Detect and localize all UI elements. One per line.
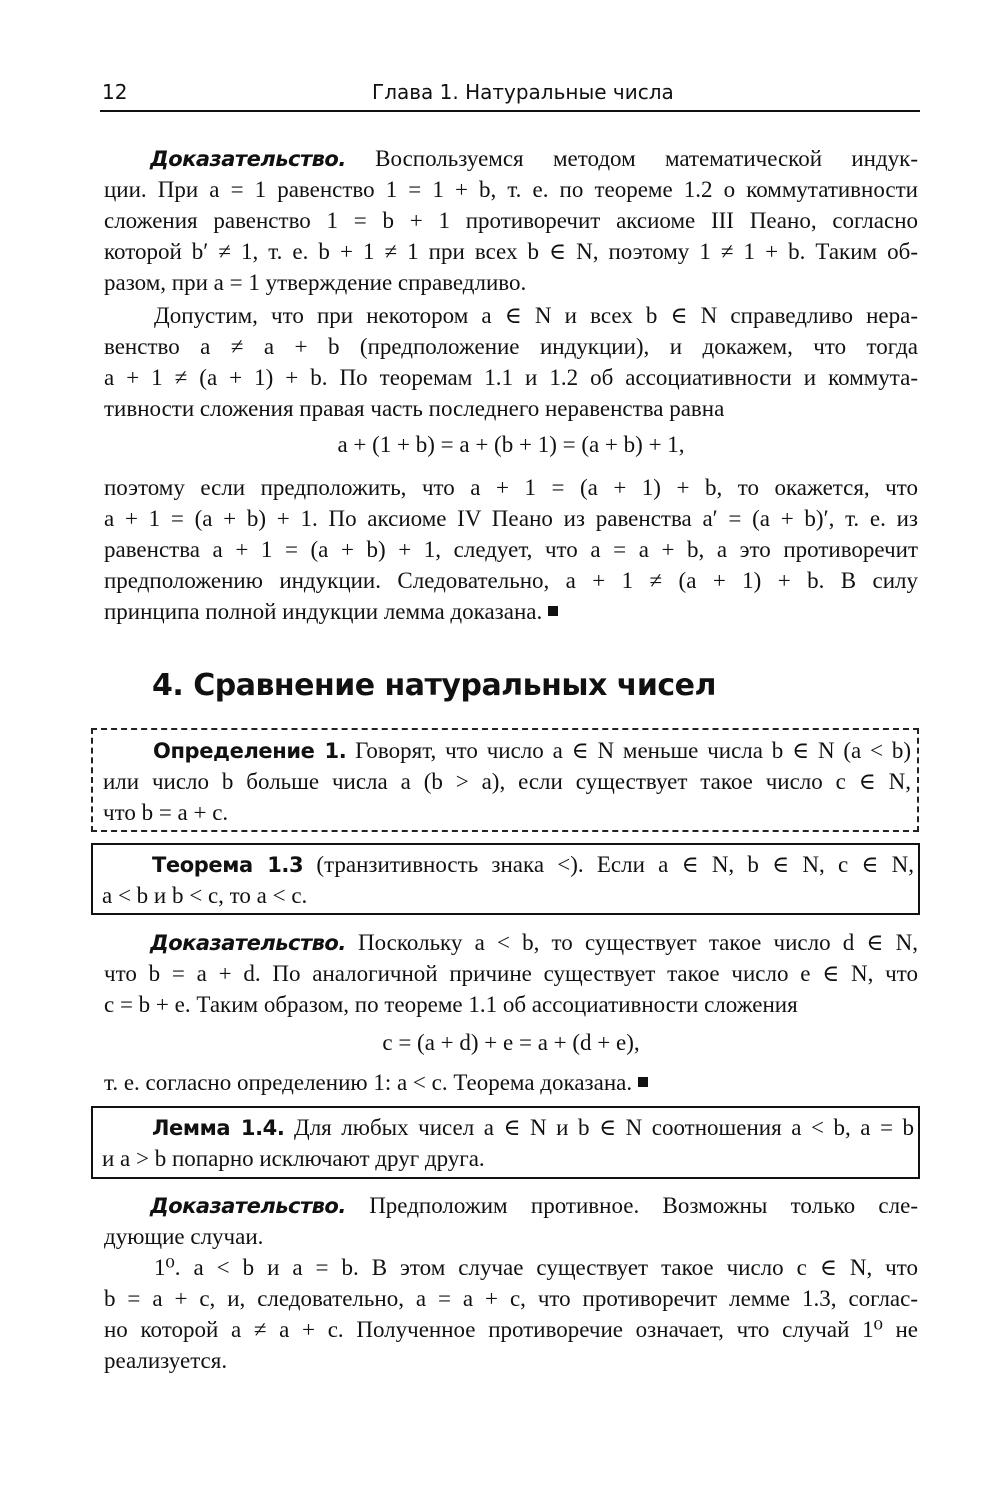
theorem-box	[91, 843, 920, 915]
text-line: Доказательство. Воспользуемся методом математической индук-	[150, 146, 918, 171]
text-line: a + 1 ≠ (a + 1) + b. По теоремам 1.1 и 1.2 об ассоциативности и коммута-	[104, 365, 918, 390]
proof-paragraph-3	[104, 1190, 918, 1376]
text-line: но которой a ≠ a + c. Полученное противоречие означает, что случай 1⁰ не	[104, 1317, 918, 1342]
text-line: поэтому если предположить, что a + 1 = (a + 1) + b, то окажется, что	[104, 475, 918, 500]
text-line: или число b больше числа a (b > a), если существует такое число c ∈ N,	[103, 769, 911, 794]
page-number: 12	[102, 80, 128, 104]
text-line: a < b и b < c, то a < c.	[102, 883, 308, 908]
proof-2-conclusion	[104, 1067, 918, 1098]
definition-label: Определение 1.	[153, 739, 347, 763]
text-line: Допустим, что при некотором a ∈ N и всех b ∈ N справедливо нера-	[154, 303, 918, 328]
text-line: предположению индукции. Следовательно, a + 1 ≠ (a + 1) + b. В силу	[104, 568, 918, 593]
proof-label: Доказательство.	[150, 147, 346, 171]
induction-paragraph	[104, 300, 918, 424]
proof-paragraph-2	[104, 927, 918, 1020]
proof-label: Доказательство.	[150, 1194, 346, 1218]
proof-paragraph-1	[104, 143, 918, 298]
formula-1	[104, 429, 918, 460]
text-line: b = a + c, и, следовательно, a = a + c, что противоречит лемме 1.3, соглас-	[104, 1286, 918, 1311]
theorem-label: Теорема 1.3	[152, 853, 304, 877]
qed-square-icon	[548, 606, 558, 616]
running-header	[100, 80, 920, 112]
text-line: Доказательство. Поскольку a < b, то существует такое число d ∈ N,	[150, 930, 918, 955]
chapter-title: Глава 1. Натуральные числа	[372, 80, 674, 104]
text-line: и a > b попарно исключают друг друга.	[102, 1146, 485, 1171]
text-line: дующие случаи.	[104, 1224, 264, 1249]
text-line: a + 1 = (a + b) + 1. По аксиоме IV Пеано из равенства a′ = (a + b)′, т. е. из	[104, 506, 918, 531]
text-line: реализуется.	[104, 1348, 228, 1373]
text-line: разом, при a = 1 утверждение справедливо.	[104, 270, 527, 295]
lemma-label: Лемма 1.4.	[152, 1116, 285, 1140]
text-line: что b = a + d. По аналогичной причине существует такое число e ∈ N, что	[104, 961, 918, 986]
text-line: Доказательство. Предположим противное. Возможны только сле-	[150, 1193, 918, 1218]
text-line: принципа полной индукции лемма доказана.	[104, 596, 918, 627]
formula-2	[104, 1027, 918, 1058]
text-line: Определение 1. Говорят, что число a ∈ N меньше числа b ∈ N (a < b)	[153, 738, 912, 763]
section-title: 4. Сравнение натуральных чисел	[152, 668, 716, 703]
definition-box	[91, 728, 919, 832]
text-line: c = b + e. Таким образом, по теореме 1.1 об ассоциативности сложения	[104, 992, 798, 1017]
text-line: Лемма 1.4. Для любых чисел a ∈ N и b ∈ N соотношения a < b, a = b	[152, 1115, 914, 1140]
text-line: что b = a + c.	[103, 800, 229, 825]
induction-paragraph-continued	[104, 472, 918, 627]
qed-square-icon	[638, 1077, 648, 1087]
text-line: венство a ≠ a + b (предположение индукции), и докажем, что тогда	[104, 334, 918, 359]
text-line: 1⁰. a < b и a = b. В этом случае существует такое число c ∈ N, что	[154, 1255, 918, 1280]
text-line: ции. При a = 1 равенство 1 = 1 + b, т. е. по теореме 1.2 о коммутативности	[104, 177, 918, 202]
formula-line: a + (1 + b) = a + (b + 1) = (a + b) + 1,	[337, 432, 685, 457]
text-line: которой b′ ≠ 1, т. е. b + 1 ≠ 1 при всех b ∈ N, поэтому 1 ≠ 1 + b. Таким об-	[104, 239, 918, 264]
formula-line: c = (a + d) + e = a + (d + e),	[382, 1030, 640, 1055]
text-line: тивности сложения правая часть последнего неравенства равна	[104, 396, 725, 421]
text-line: т. е. согласно определению 1: a < c. Теорема доказана.	[104, 1067, 918, 1098]
text-line: сложения равенство 1 = b + 1 противоречит аксиоме III Пеано, согласно	[104, 208, 918, 233]
text-line: равенства a + 1 = (a + b) + 1, следует, что a = a + b, а это противоречит	[104, 537, 918, 562]
proof-label: Доказательство.	[150, 931, 346, 955]
lemma-box	[91, 1106, 920, 1179]
text-line: Теорема 1.3 (транзитивность знака <). Если a ∈ N, b ∈ N, c ∈ N,	[152, 852, 915, 877]
